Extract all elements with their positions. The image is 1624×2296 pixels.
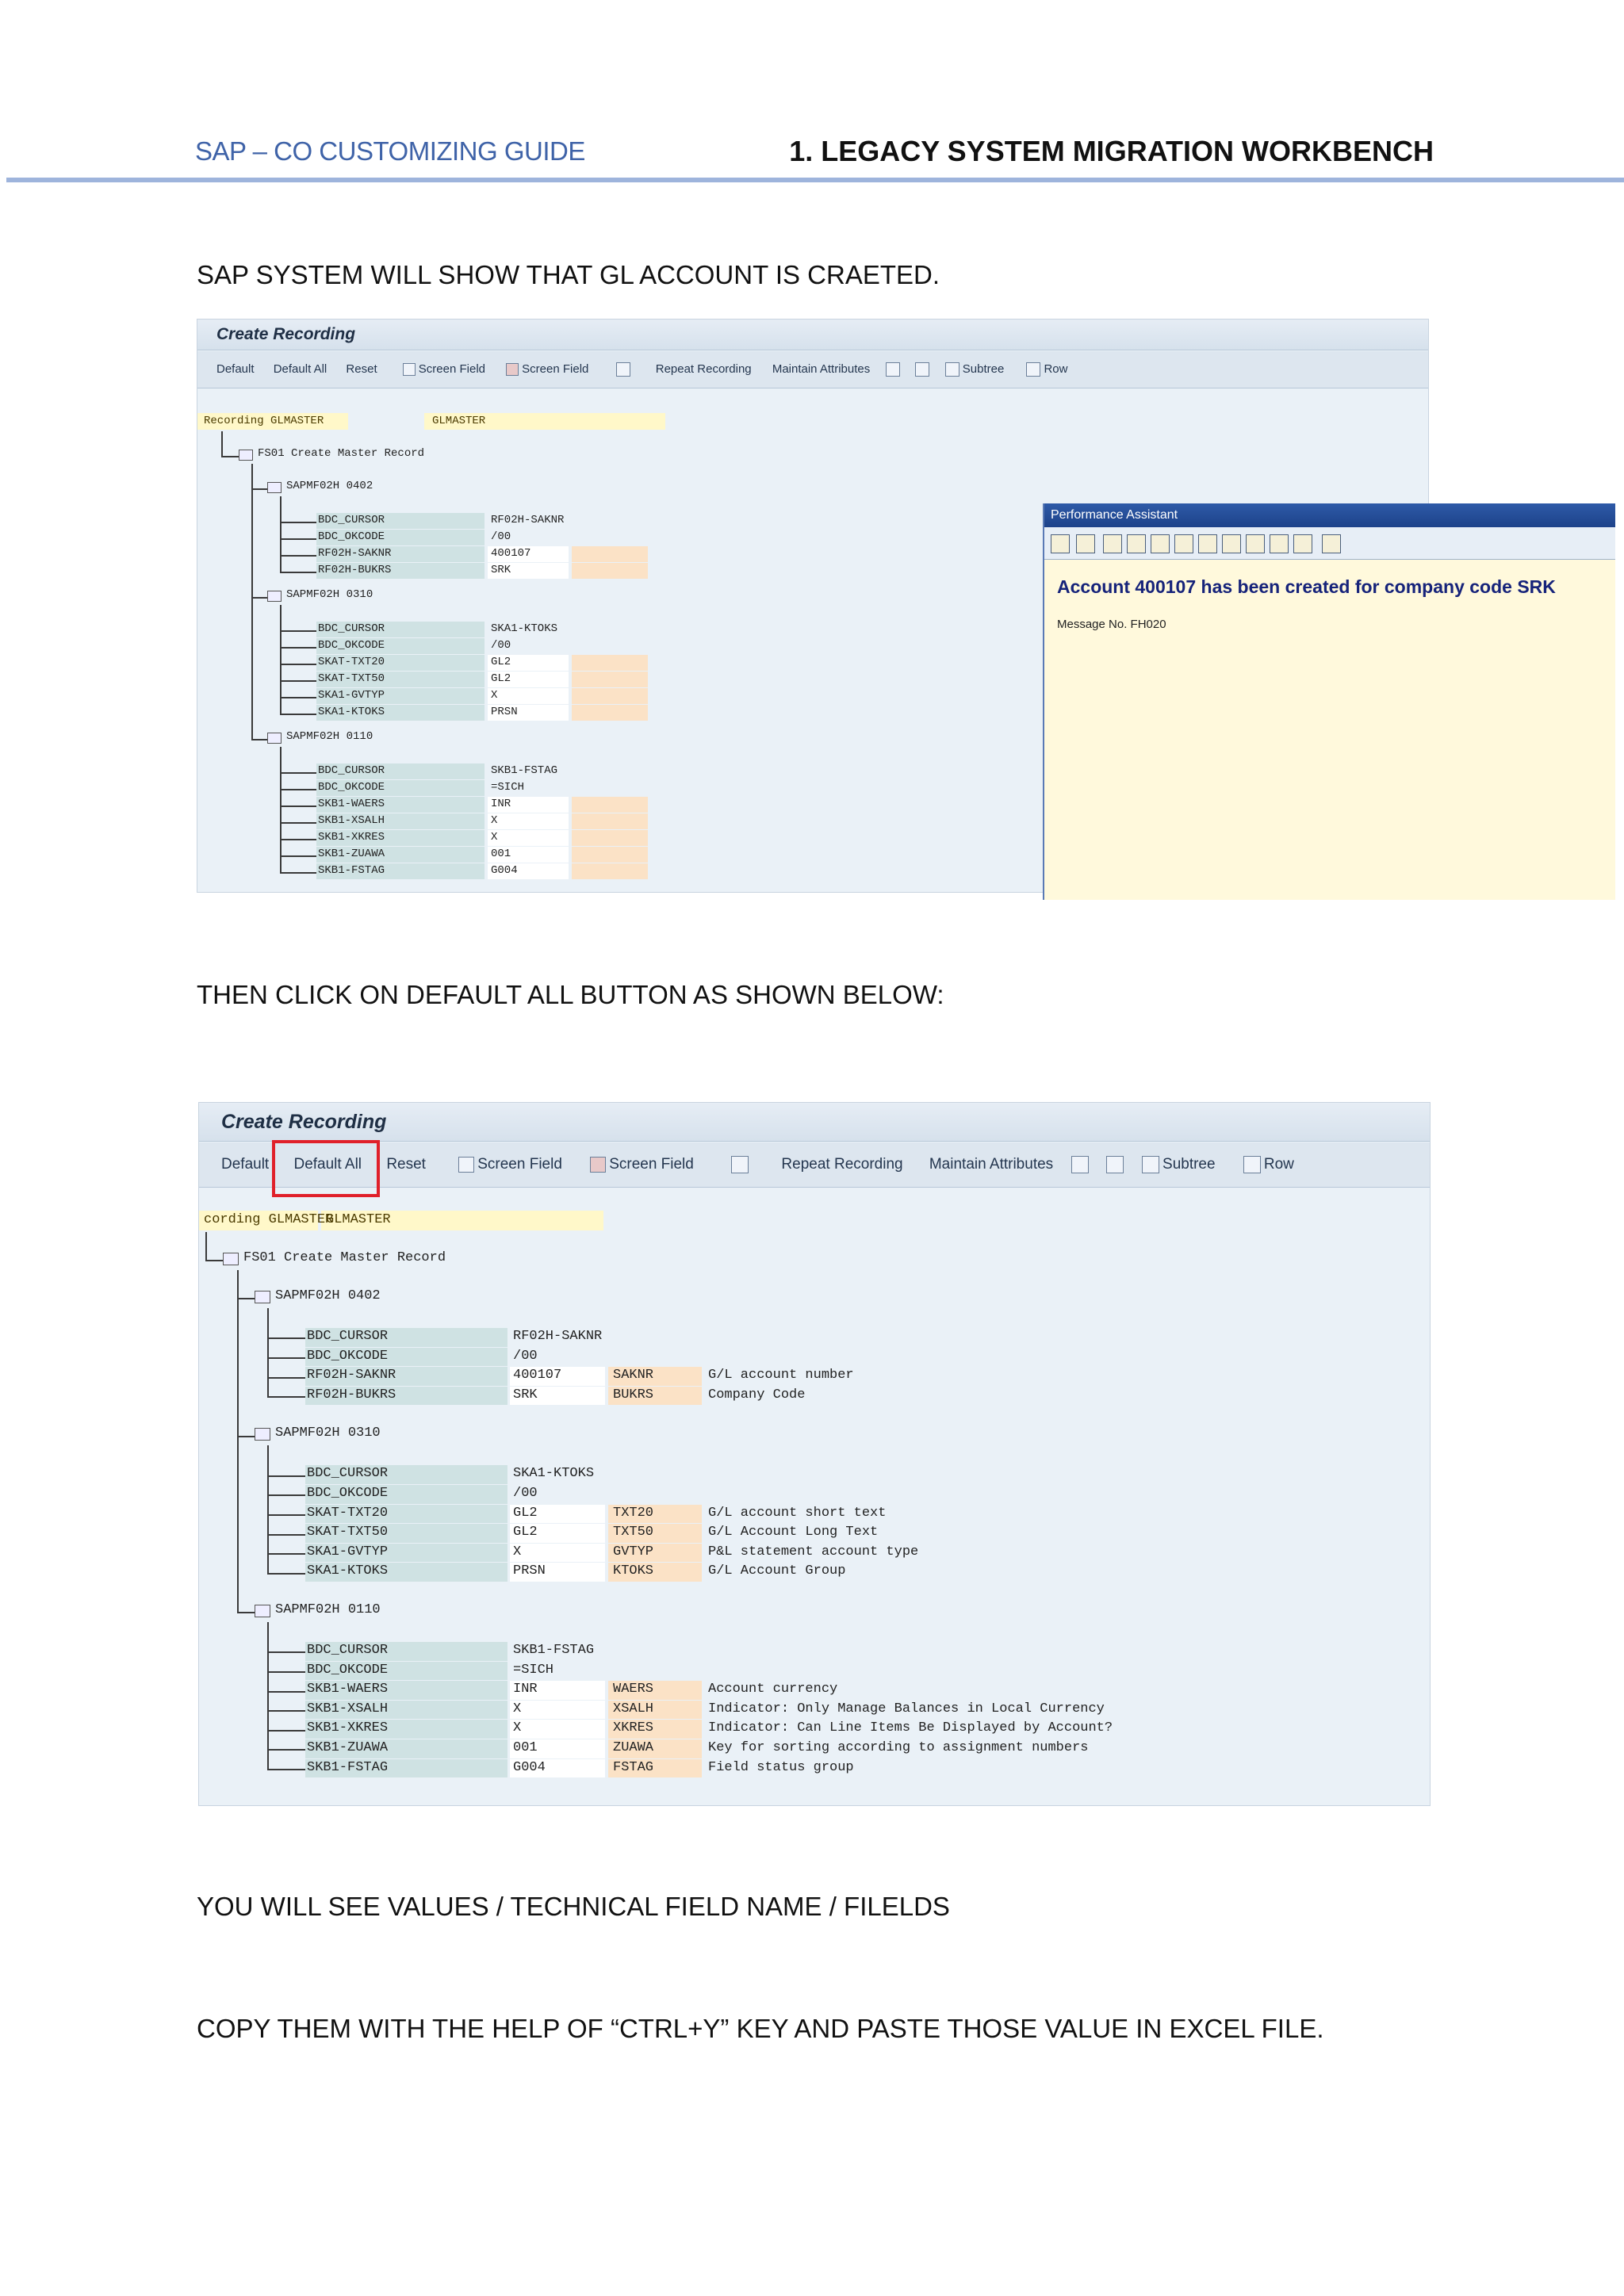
field-name: SKB1-WAERS xyxy=(307,1682,389,1697)
tree-line xyxy=(251,488,267,490)
paragraph-4: COPY THEM WITH THE HELP OF “CTRL+Y” KEY AND PASTE THOSE VALUE IN EXCEL FILE. xyxy=(197,2014,1324,2043)
technical-name-cell xyxy=(572,847,648,863)
field-value[interactable]: GL2 xyxy=(513,1505,538,1521)
field-name: SKB1-FSTAG xyxy=(307,1759,389,1775)
tree-line xyxy=(267,1308,269,1397)
tree-line xyxy=(221,431,223,456)
tree-line xyxy=(267,1691,305,1693)
tree-line xyxy=(267,1396,305,1398)
field-name: SKB1-XSALH xyxy=(318,814,385,827)
field-description: Indicator: Only Manage Balances in Local Currency xyxy=(708,1701,1105,1716)
field-value[interactable]: 400107 xyxy=(513,1368,562,1383)
field-value[interactable]: RF02H-SAKNR xyxy=(513,1329,603,1344)
technical-name: FSTAG xyxy=(613,1759,654,1775)
tool-icon[interactable] xyxy=(1103,534,1122,553)
transaction-node: FS01 Create Master Record xyxy=(243,1250,446,1265)
field-name: SKB1-XKRES xyxy=(318,831,385,844)
field-value[interactable]: SKA1-KTOKS xyxy=(491,622,558,635)
tree-line xyxy=(280,538,316,540)
field-value[interactable]: X xyxy=(513,1720,522,1736)
field-description: Field status group xyxy=(708,1759,854,1775)
field-name: SKB1-FSTAG xyxy=(318,864,385,877)
value-cell xyxy=(488,813,569,829)
folder-icon xyxy=(267,482,282,493)
tree-line xyxy=(267,1337,305,1339)
field-name: BDC_OKCODE xyxy=(318,639,385,652)
assistant-message: Account 400107 has been created for company code SRK xyxy=(1057,576,1556,597)
field-value[interactable]: INR xyxy=(513,1682,538,1697)
value-cell xyxy=(488,830,569,846)
field-value[interactable]: G004 xyxy=(491,864,518,877)
settings-icon[interactable] xyxy=(1127,534,1146,553)
technical-name-cell xyxy=(572,672,648,687)
tree-line xyxy=(205,1232,207,1261)
back-arrow-icon[interactable] xyxy=(1051,534,1070,553)
field-value[interactable]: PRSN xyxy=(513,1563,546,1579)
tree-line xyxy=(267,1671,305,1673)
tree-line xyxy=(237,1298,255,1299)
subtree-label: Subtree xyxy=(1162,1156,1216,1173)
subtree-label: Subtree xyxy=(962,362,1005,377)
field-name: SKB1-WAERS xyxy=(318,798,385,810)
technical-name: WAERS xyxy=(613,1682,654,1697)
field-name: SKB1-ZUAWA xyxy=(318,848,385,860)
field-value[interactable]: SKA1-KTOKS xyxy=(513,1466,595,1482)
maintain-attributes-button[interactable]: Maintain Attributes xyxy=(929,1156,1054,1173)
highlight-default-all xyxy=(272,1140,380,1197)
header-chapter-title: 1. LEGACY SYSTEM MIGRATION WORKBENCH xyxy=(789,135,1434,167)
tree-line xyxy=(251,739,267,740)
tree-line xyxy=(237,1436,255,1437)
forward-arrow-icon[interactable] xyxy=(1076,534,1095,553)
tree-line xyxy=(280,647,316,649)
paragraph-3: YOU WILL SEE VALUES / TECHNICAL FIELD NAME / FILELDS xyxy=(197,1892,950,1921)
row-label: Row xyxy=(1263,1156,1294,1173)
value-cell xyxy=(510,1544,605,1563)
value-cell xyxy=(510,1701,605,1720)
field-description: G/L Account Long Text xyxy=(708,1525,879,1540)
field-name: SKB1-XSALH xyxy=(307,1701,389,1716)
technical-name-cell xyxy=(572,813,648,829)
field-name: SKAT-TXT50 xyxy=(318,672,385,685)
tree-line xyxy=(267,1651,305,1653)
find-icon[interactable] xyxy=(1198,534,1217,553)
value-cell xyxy=(488,688,569,704)
tree-line xyxy=(267,1475,305,1477)
screen-field-label: Screen Field xyxy=(418,362,485,377)
field-value[interactable]: PRSN xyxy=(491,706,518,718)
tree-line xyxy=(280,855,316,857)
tree-line xyxy=(267,1494,305,1496)
screen-field-label: Screen Field xyxy=(477,1156,562,1173)
recording-name: GLMASTER xyxy=(432,415,486,427)
recording-name: GLMASTER xyxy=(326,1212,391,1227)
document-icon[interactable] xyxy=(1246,534,1265,553)
tree-line xyxy=(267,1730,305,1732)
screen-field-label: Screen Field xyxy=(609,1156,694,1173)
screen-field-label: Screen Field xyxy=(522,362,589,377)
field-value[interactable]: 400107 xyxy=(491,547,531,560)
field-name: BDC_OKCODE xyxy=(318,530,385,543)
tree-line xyxy=(280,789,316,790)
reset-button[interactable]: Reset xyxy=(386,1156,426,1173)
field-name: BDC_CURSOR xyxy=(318,514,385,526)
field-name: BDC_CURSOR xyxy=(307,1643,389,1658)
tree-line xyxy=(280,806,316,807)
technical-name-cell xyxy=(572,705,648,721)
field-value[interactable]: X xyxy=(491,831,498,844)
tree-line xyxy=(267,1357,305,1359)
save-icon[interactable] xyxy=(1270,534,1289,553)
field-name: SKAT-TXT50 xyxy=(307,1525,389,1540)
tree-line xyxy=(280,839,316,840)
tree-line xyxy=(267,1514,305,1516)
field-name: RF02H-BUKRS xyxy=(318,564,392,576)
field-value[interactable]: SKB1-FSTAG xyxy=(491,764,558,777)
technical-name-cell xyxy=(572,797,648,813)
field-value[interactable]: X xyxy=(491,814,498,827)
field-name: BDC_CURSOR xyxy=(318,764,385,777)
field-name: BDC_OKCODE xyxy=(307,1348,389,1364)
technical-name: XKRES xyxy=(613,1720,654,1736)
default-all-button[interactable]: Default All xyxy=(293,1156,362,1173)
field-name: SKB1-ZUAWA xyxy=(307,1740,389,1755)
field-description: G/L account number xyxy=(708,1368,854,1383)
tree-line xyxy=(280,522,316,523)
field-name: SKA1-KTOKS xyxy=(318,706,385,718)
field-description: Company Code xyxy=(708,1387,806,1402)
technical-name: BUKRS xyxy=(613,1387,654,1402)
folder-icon xyxy=(255,1291,270,1303)
technical-name: TXT50 xyxy=(613,1525,654,1540)
screen-node: SAPMF02H 0310 xyxy=(286,588,373,601)
close-icon[interactable] xyxy=(1322,534,1341,553)
field-name: RF02H-SAKNR xyxy=(318,547,392,560)
field-value[interactable]: /00 xyxy=(491,639,511,652)
field-name: BDC_OKCODE xyxy=(307,1486,389,1501)
folder-icon xyxy=(255,1605,270,1617)
window-title: Create Recording xyxy=(199,1103,1430,1142)
tree-line xyxy=(280,747,282,872)
field-value[interactable]: 001 xyxy=(491,848,511,860)
tree-line xyxy=(251,464,253,739)
field-name: BDC_OKCODE xyxy=(307,1662,389,1678)
tree-line xyxy=(267,1377,305,1379)
field-name: SKA1-KTOKS xyxy=(307,1563,389,1579)
tree-line xyxy=(280,630,316,632)
recording-tree xyxy=(199,1103,1430,1805)
field-description: Account currency xyxy=(708,1682,838,1697)
layout-icon[interactable] xyxy=(1222,534,1241,553)
field-value[interactable]: =SICH xyxy=(491,781,525,794)
technical-name: SAKNR xyxy=(613,1368,654,1383)
field-value[interactable]: G004 xyxy=(513,1759,546,1775)
tree-line xyxy=(267,1534,305,1536)
technical-name: GVTYP xyxy=(613,1544,654,1559)
field-value[interactable]: 001 xyxy=(513,1740,538,1755)
tree-line xyxy=(205,1260,223,1261)
field-name: RF02H-BUKRS xyxy=(307,1387,396,1402)
tree-line xyxy=(280,664,316,665)
technical-name-cell xyxy=(572,563,648,579)
technical-name: KTOKS xyxy=(613,1563,654,1579)
field-description: G/L account short text xyxy=(708,1505,887,1521)
default-button[interactable]: Default xyxy=(216,362,255,377)
technical-name-cell xyxy=(572,546,648,562)
paragraph-2: THEN CLICK ON DEFAULT ALL BUTTON AS SHOWN BELOW: xyxy=(197,980,944,1009)
default-button[interactable]: Default xyxy=(221,1156,270,1173)
folder-icon xyxy=(223,1253,239,1265)
field-value[interactable]: /00 xyxy=(513,1348,538,1364)
tree-line xyxy=(280,872,316,874)
window-title: Create Recording xyxy=(197,320,1428,350)
paragraph-1: SAP SYSTEM WILL SHOW THAT GL ACCOUNT IS CRAETED. xyxy=(197,260,940,289)
screen-node: SAPMF02H 0310 xyxy=(275,1425,381,1441)
field-value[interactable]: RF02H-SAKNR xyxy=(491,514,565,526)
field-name: BDC_CURSOR xyxy=(307,1329,389,1344)
technical-name-cell xyxy=(572,830,648,846)
field-value[interactable]: GL2 xyxy=(513,1525,538,1540)
field-description: G/L Account Group xyxy=(708,1563,846,1579)
tree-line xyxy=(267,1553,305,1555)
field-value[interactable]: /00 xyxy=(513,1486,538,1501)
print-icon[interactable] xyxy=(1293,534,1312,553)
folder-icon xyxy=(267,733,282,744)
folder-icon xyxy=(267,591,282,602)
tree-line xyxy=(267,1710,305,1712)
field-description: Indicator: Can Line Items Be Displayed by Account? xyxy=(708,1720,1113,1736)
field-value[interactable]: GL2 xyxy=(491,656,511,668)
field-name: SKA1-GVTYP xyxy=(307,1544,389,1559)
field-value[interactable]: SRK xyxy=(513,1387,538,1402)
transaction-node: FS01 Create Master Record xyxy=(258,447,425,460)
row-label: Row xyxy=(1044,362,1068,377)
field-value[interactable]: GL2 xyxy=(491,672,511,685)
screen-node: SAPMF02H 0402 xyxy=(275,1288,381,1303)
technical-name: TXT20 xyxy=(613,1505,654,1521)
field-value[interactable]: X xyxy=(513,1701,522,1716)
tree-line xyxy=(237,1270,239,1613)
field-description: P&L statement account type xyxy=(708,1544,919,1559)
tree-line xyxy=(221,456,239,457)
field-value[interactable]: INR xyxy=(491,798,511,810)
tree-line xyxy=(267,1573,305,1575)
technical-name: ZUAWA xyxy=(613,1740,654,1755)
performance-assistant-window xyxy=(1043,503,1615,900)
performance-assistant-title: Performance Assistant xyxy=(1044,503,1615,527)
repeat-recording-button[interactable]: Repeat Recording xyxy=(781,1156,903,1173)
default-all-button[interactable]: Default All xyxy=(273,362,327,377)
screen-node: SAPMF02H 0402 xyxy=(286,480,373,492)
tree-line xyxy=(280,822,316,824)
tree-line xyxy=(280,772,316,774)
field-value[interactable]: =SICH xyxy=(513,1662,554,1678)
recording-label: Recording GLMASTER xyxy=(204,415,324,427)
screenshot-create-recording-1 xyxy=(197,319,1556,893)
reset-button[interactable]: Reset xyxy=(346,362,377,377)
field-value[interactable]: /00 xyxy=(491,530,511,543)
header-rule xyxy=(6,178,1624,182)
tree-line xyxy=(267,1749,305,1751)
field-description: Key for sorting according to assignment numbers xyxy=(708,1740,1089,1755)
screen-node: SAPMF02H 0110 xyxy=(286,730,373,743)
field-name: SKAT-TXT20 xyxy=(307,1505,389,1521)
tree-line xyxy=(280,680,316,682)
field-name: SKB1-XKRES xyxy=(307,1720,389,1736)
field-name: BDC_CURSOR xyxy=(307,1466,389,1482)
field-value[interactable]: SKB1-FSTAG xyxy=(513,1643,595,1658)
tree-line xyxy=(280,605,282,714)
field-value[interactable]: X xyxy=(513,1544,522,1559)
assistant-message-number: Message No. FH020 xyxy=(1057,618,1166,631)
field-value[interactable]: SRK xyxy=(491,564,511,576)
tree-line xyxy=(267,1622,269,1769)
tree-line xyxy=(280,714,316,715)
repeat-recording-button[interactable]: Repeat Recording xyxy=(655,362,752,377)
tree-line xyxy=(280,496,282,572)
tree-line xyxy=(267,1445,269,1573)
field-name: RF02H-SAKNR xyxy=(307,1368,396,1383)
tree-line xyxy=(280,572,316,573)
edit-icon[interactable] xyxy=(1151,534,1170,553)
note-icon[interactable] xyxy=(1174,534,1193,553)
field-name: SKA1-GVTYP xyxy=(318,689,385,702)
screenshot-create-recording-2 xyxy=(198,1102,1431,1806)
maintain-attributes-button[interactable]: Maintain Attributes xyxy=(772,362,871,377)
technical-name-cell xyxy=(572,655,648,671)
field-value[interactable]: X xyxy=(491,689,498,702)
performance-assistant-toolbar xyxy=(1044,527,1615,560)
recording-label: cording GLMASTER xyxy=(204,1212,334,1227)
field-name: BDC_OKCODE xyxy=(318,781,385,794)
technical-name-cell xyxy=(572,863,648,879)
tree-line xyxy=(251,597,267,599)
field-name: BDC_CURSOR xyxy=(318,622,385,635)
folder-icon xyxy=(255,1428,270,1441)
tree-line xyxy=(237,1612,255,1613)
header-guide-title: SAP – CO CUSTOMIZING GUIDE xyxy=(195,136,585,166)
value-cell xyxy=(510,1720,605,1739)
tree-line xyxy=(280,555,316,557)
folder-icon xyxy=(239,450,253,461)
tree-line xyxy=(280,697,316,698)
technical-name: XSALH xyxy=(613,1701,654,1716)
screen-node: SAPMF02H 0110 xyxy=(275,1602,381,1617)
field-name: SKAT-TXT20 xyxy=(318,656,385,668)
tree-line xyxy=(267,1769,305,1770)
technical-name-cell xyxy=(572,688,648,704)
